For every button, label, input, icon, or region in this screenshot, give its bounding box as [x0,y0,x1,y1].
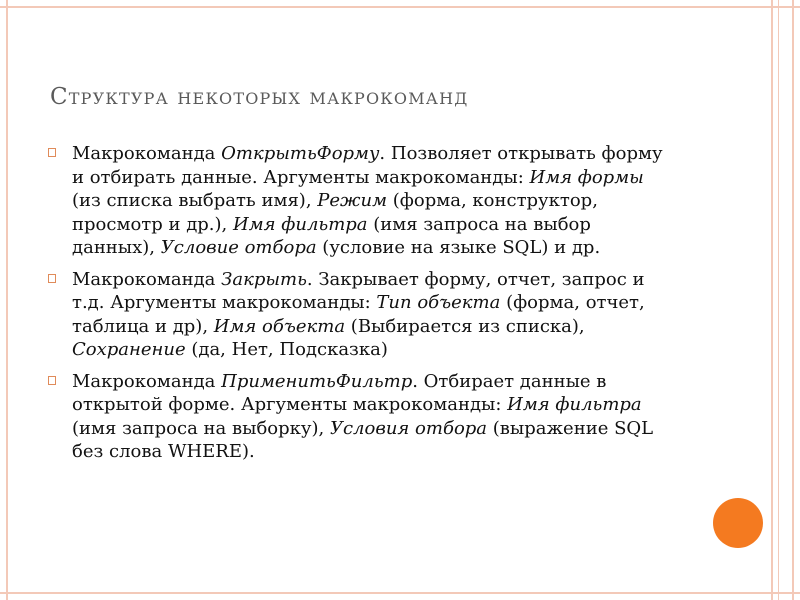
frame-left-line [6,0,8,600]
argument-name: Имя фильтра [233,213,368,235]
text: Макрокоманда [72,143,222,164]
text: Макрокоманда [72,370,222,392]
macro-name: Закрыть [221,268,307,290]
text: . Позволяет открывать форму и отбирать данные. Аргументы макрокоманды: [72,143,663,188]
bullet-icon [48,376,56,385]
bullet-item [48,370,668,464]
text: (выражение SQL без слова WHERE). [72,417,654,462]
text: (условие на языке SQL) и др. [316,237,601,258]
frame-right-line [792,0,794,600]
frame-top-line [0,6,800,8]
macro-name: ОткрытьФорму [221,143,380,164]
text: (форма, конструктор, просмотр и др.), [72,190,598,235]
text: Макрокоманда [72,268,222,290]
bullet-item [48,142,668,260]
slide-title: Структура некоторых макрокоманд [50,84,469,110]
bullet-list [48,142,668,472]
argument-name: Условия отбора [329,417,488,439]
text: (да, Нет, Подсказка) [185,339,388,360]
bullet-icon [48,274,56,283]
argument-name: Имя фильтра [507,394,642,415]
text: . Отбирает данные в открытой форме. Аргументы макрокоманды: [72,370,607,415]
bullet-icon [48,148,56,157]
argument-name: Режим [317,190,388,211]
text: (имя запроса на выбор данных), [72,213,591,258]
argument-name: Имя формы [529,166,644,188]
frame-bottom-line [0,592,800,594]
macro-name: ПрименитьФильтр [221,370,413,392]
text: . Закрывает форму, отчет, запрос и т.д. Аргументы макрокоманды: [72,268,645,313]
argument-name: Сохранение [72,339,186,360]
text: (форма, отчет, таблица и др), [72,292,645,337]
argument-name: Условие отбора [160,237,317,258]
text: (из списка выбрать имя), [72,190,318,211]
frame-right-line [771,0,773,600]
text: (Выбирается из списка), [345,315,585,337]
argument-name: Тип объекта [376,292,501,313]
argument-name: Имя объекта [213,315,346,337]
bullet-item [48,268,668,362]
text: (имя запроса на выборку), [72,417,330,439]
frame-right-line [778,0,779,600]
accent-circle [713,498,763,548]
